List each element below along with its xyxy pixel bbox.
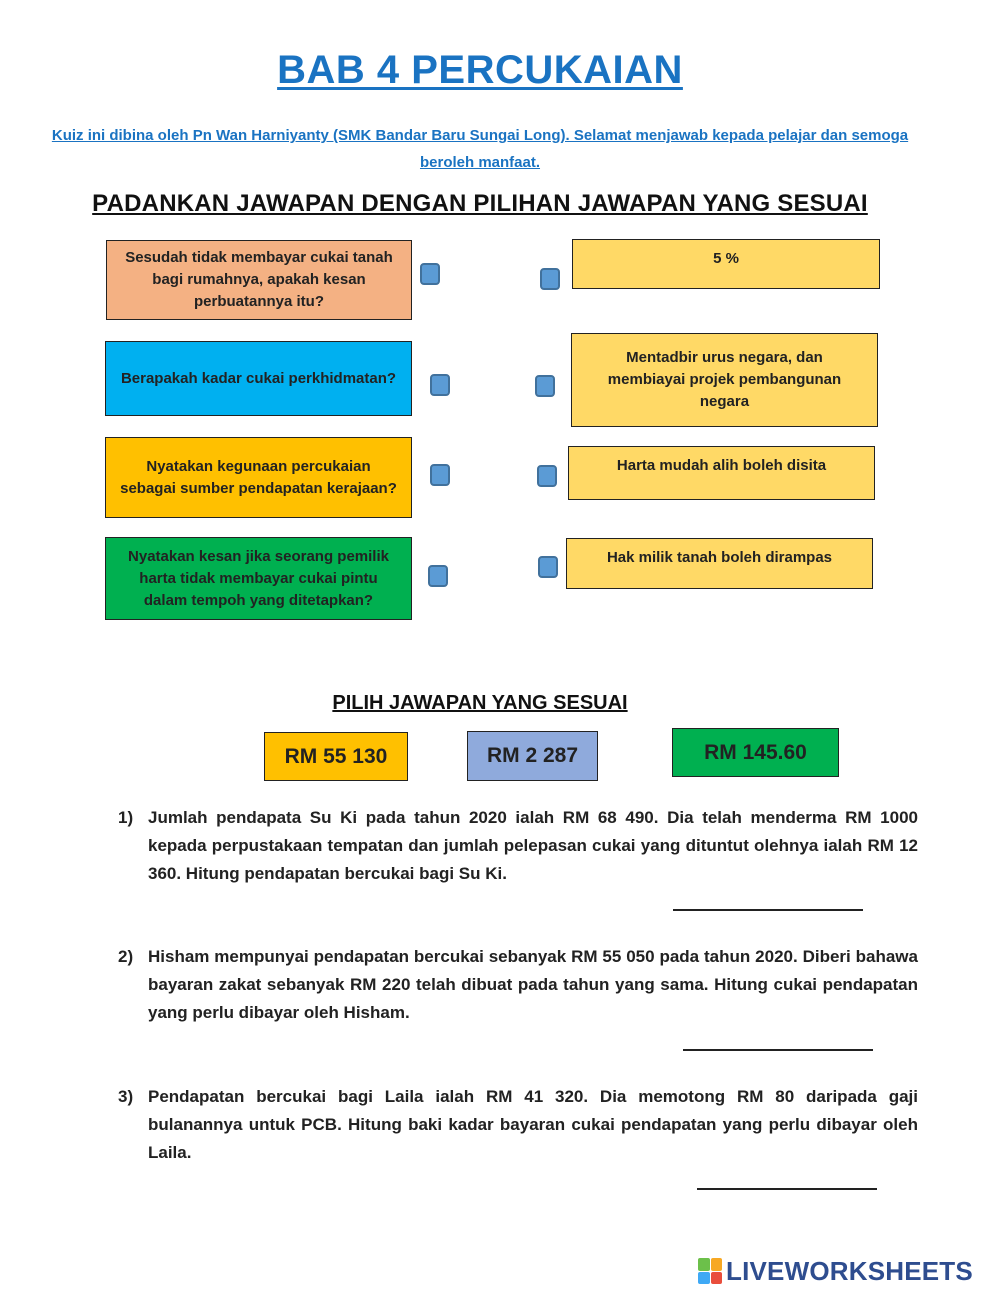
liveworksheets-logo-icon [698,1258,722,1284]
matching-heading: PADANKAN JAWAPAN DENGAN PILIHAN JAWAPAN YANG SESUAI [92,190,868,217]
page-title: BAB 4 PERCUKAIAN [277,48,683,92]
question-text: Pendapatan bercukai bagi Laila ialah RM 41 320. Dia memotong RM 80 daripada gaji bulanannya untuk PCB. Hitung baki kadar bayaran cukai pendapatan yang perlu dibayar oleh Laila. [148,1087,918,1162]
choices-heading: PILIH JAWAPAN YANG SESUAI [332,692,628,714]
intro-text: Kuiz ini dibina oleh Pn Wan Harniyanty (SMK Bandar Baru Sungai Long). Selamat menjawab kepada pelajar dan semoga beroleh manfaat. [51,127,909,171]
match-right-dot-4[interactable] [538,556,558,578]
answer-blank-3[interactable] [697,1188,877,1190]
brand-text: LIVEWORKSHEETS [726,1255,973,1286]
match-question-2: Berapakah kadar cukai perkhidmatan? [105,341,412,416]
question-number: 3) [118,1087,134,1106]
question-number: 2) [118,947,134,966]
match-answer-3: Harta mudah alih boleh disita [568,446,875,500]
match-left-dot-1[interactable] [420,263,440,285]
match-answer-4: Hak milik tanah boleh dirampas [566,538,873,589]
question-1 [118,804,918,888]
match-question-1: Sesudah tidak membayar cukai tanah bagi rumahnya, apakah kesan perbuatannya itu? [106,240,412,320]
liveworksheets-brand [698,1254,973,1288]
choice-option-2[interactable]: RM 2 287 [467,731,598,781]
question-3 [118,1083,918,1167]
answer-blank-1[interactable] [673,909,863,911]
question-2 [118,943,918,1027]
match-right-dot-1[interactable] [540,268,560,290]
choice-option-3[interactable]: RM 145.60 [672,728,839,777]
answer-blank-2[interactable] [683,1049,873,1051]
choice-option-1[interactable]: RM 55 130 [264,732,408,781]
match-right-dot-2[interactable] [535,375,555,397]
match-answer-2: Mentadbir urus negara, dan membiayai projek pembangunan negara [571,333,878,427]
match-question-3: Nyatakan kegunaan percukaian sebagai sumber pendapatan kerajaan? [105,437,412,518]
match-left-dot-2[interactable] [430,374,450,396]
question-text: Jumlah pendapata Su Ki pada tahun 2020 ialah RM 68 490. Dia telah menderma RM 1000 kepada perpustakaan tempatan dan jumlah pelepasan cukai yang dituntut olehnya ialah RM 12 360. Hitung pendapatan bercukai bagi Su Ki. [148,808,918,883]
match-left-dot-4[interactable] [428,565,448,587]
match-right-dot-3[interactable] [537,465,557,487]
question-number: 1) [118,808,134,827]
question-text: Hisham mempunyai pendapatan bercukai sebanyak RM 55 050 pada tahun 2020. Diberi bahawa bayaran zakat sebanyak RM 220 telah dibuat pada tahun yang sama. Hitung cukai pendapatan yang perlu dibayar oleh Hisham. [148,947,918,1022]
match-answer-1: 5 % [572,239,880,289]
match-question-4: Nyatakan kesan jika seorang pemilik harta tidak membayar cukai pintu dalam tempoh yang ditetapkan? [105,537,412,620]
match-left-dot-3[interactable] [430,464,450,486]
